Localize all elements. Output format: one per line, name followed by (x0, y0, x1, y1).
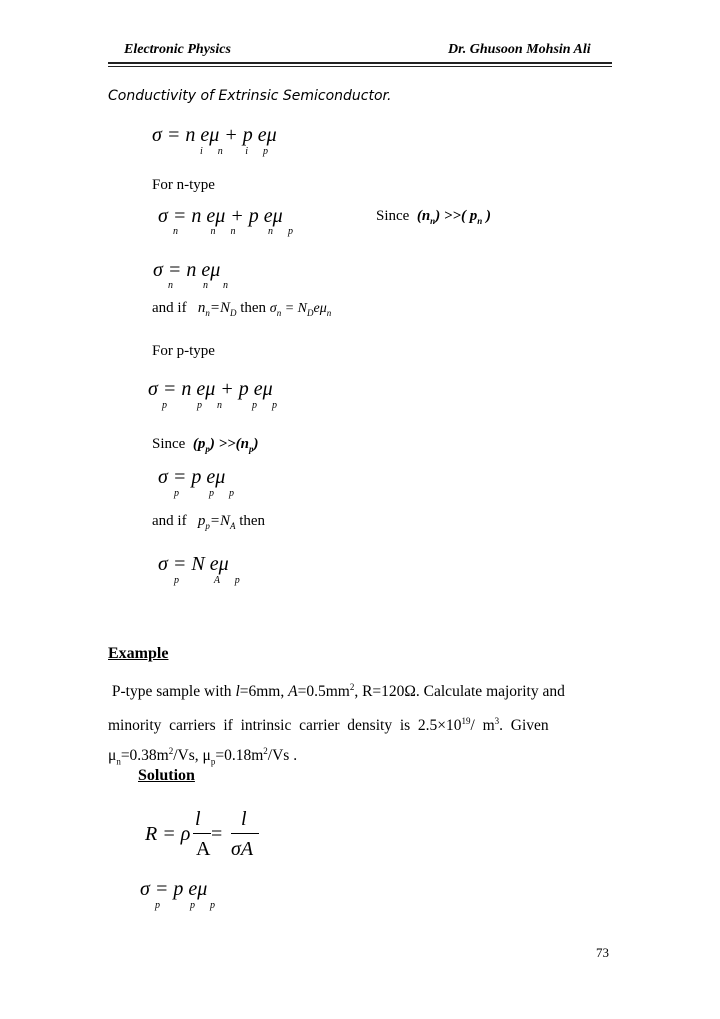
header-rule-thin (108, 66, 612, 67)
andif-n-nn: n (197, 300, 206, 316)
example-l: l (235, 683, 240, 701)
ntype-label: For n-type (152, 177, 215, 193)
example-line1-d: , R=120Ω. Calculate majority and (354, 683, 565, 701)
since-p-rel-sub2: p (249, 444, 254, 454)
example-line3-psub: p (210, 756, 216, 767)
andif-n-then: then (240, 300, 267, 316)
solution-title: Solution (138, 767, 195, 784)
andif-p-eq: =N (209, 513, 230, 529)
solution-equals: = (211, 823, 223, 845)
example-line3-b: =0.38m (120, 747, 169, 765)
andif-n-line (152, 300, 331, 318)
since-p-rel-mid: ) >>(n (209, 436, 250, 452)
equation-ptype-simplified-subs: p p p (174, 488, 234, 499)
solution-frac1-line (193, 833, 211, 834)
equation-ptype-subs: p p n p p (162, 400, 277, 411)
example-title: Example (108, 645, 169, 662)
andif-n-sigma-sub: n (276, 307, 282, 318)
equation-ntype: σ = n eμ + p eμ (158, 205, 283, 227)
example-A: A (288, 683, 298, 701)
andif-p-na-sub: A (229, 521, 236, 531)
solution-num1: l (195, 808, 201, 830)
equation-ntype-simplified: σ = n eμ (153, 259, 221, 281)
andif-n-nd-sub: D (229, 308, 237, 318)
ptype-label: For p-type (152, 343, 215, 359)
equation-ntype-simplified-subs: n n n (168, 280, 228, 291)
header-rule-thick (108, 62, 612, 64)
example-line3-e: /Vs . (267, 747, 298, 765)
andif-p-line (152, 513, 265, 531)
since-p-rel-sub: p (205, 444, 210, 454)
example-line1-c: =0.5mm (297, 683, 350, 701)
solution-num2: l (241, 808, 247, 830)
since-p-rel-end: ) (253, 436, 259, 452)
solution-den2: σA (231, 838, 254, 860)
since-n-rel-sub: n (430, 216, 436, 226)
section-title: Conductivity of Extrinsic Semiconductor. (108, 88, 392, 104)
example-sup19: 19 (461, 716, 471, 726)
example-line1-a: P-type sample with (111, 683, 236, 701)
andif-n-eq2: = N (284, 301, 307, 316)
solution-eq7: σ = p eμ (140, 878, 208, 900)
andif-p-word: and if (152, 513, 187, 529)
solution-eq7-subs: p p p (155, 900, 215, 911)
equation-intrinsic-subs: i n i p (200, 146, 269, 157)
since-p-rel: (p (192, 436, 206, 452)
equation-intrinsic: σ = n eμ + p eμ (152, 124, 277, 146)
andif-p-pp: p (197, 513, 206, 529)
solution-R-lhs: R = ρ (145, 823, 191, 845)
since-n-rel-mid: ) >>( p (435, 208, 478, 224)
andif-n-nd2-sub: D (307, 307, 314, 318)
equation-ptype-simplified: σ = p eμ (158, 466, 226, 488)
andif-n-mu-sub: n (326, 307, 332, 318)
andif-p-then: then (239, 513, 266, 529)
andif-n-sigma: σ (269, 301, 277, 316)
page-number: 73 (596, 945, 609, 960)
since-n-word: Since (376, 208, 410, 224)
solution-frac2-line (231, 833, 259, 834)
andif-n-word: and if (152, 300, 187, 316)
equation-ptype-acceptor-subs: p A p (174, 575, 240, 586)
example-line3-d: =0.18m (215, 747, 264, 765)
example-line3-nsub: n (116, 756, 121, 767)
andif-p-pp-sub: p (205, 521, 210, 531)
solution-den1: A (196, 838, 211, 860)
andif-n-emu: eμ (313, 301, 327, 316)
since-n-block (376, 208, 491, 226)
example-line2-a: minority carriers if intrinsic carrier density is 2.5×10 (108, 717, 462, 735)
since-p-block (152, 436, 259, 454)
since-n-rel-sub2: n (477, 216, 483, 226)
since-p-word: Since (152, 436, 186, 452)
example-line1-b: =6mm, (239, 683, 289, 701)
since-n-rel: (n (416, 208, 431, 224)
example-line3-sup2: 2 (263, 746, 268, 756)
equation-ptype-acceptor: σ = N eμ (158, 553, 229, 575)
since-n-rel-end: ) (482, 208, 492, 224)
andif-n-nn-sub: n (205, 308, 210, 318)
header-left: Electronic Physics (124, 42, 231, 57)
example-line3-sup: 2 (168, 746, 174, 756)
example-line3-c: /Vs, μ (173, 747, 211, 765)
example-line3-a: μ (108, 747, 117, 765)
example-sup2: 2 (349, 682, 355, 692)
example-sup3: 3 (494, 716, 500, 726)
equation-ntype-subs: n n n n p (173, 226, 293, 237)
example-line2-b: / m (470, 717, 495, 735)
example-line2-c: . Given (499, 717, 549, 735)
header-right: Dr. Ghusoon Mohsin Ali (448, 42, 591, 57)
andif-n-eq: =N (209, 300, 230, 316)
equation-ptype: σ = n eμ + p eμ (148, 378, 273, 400)
